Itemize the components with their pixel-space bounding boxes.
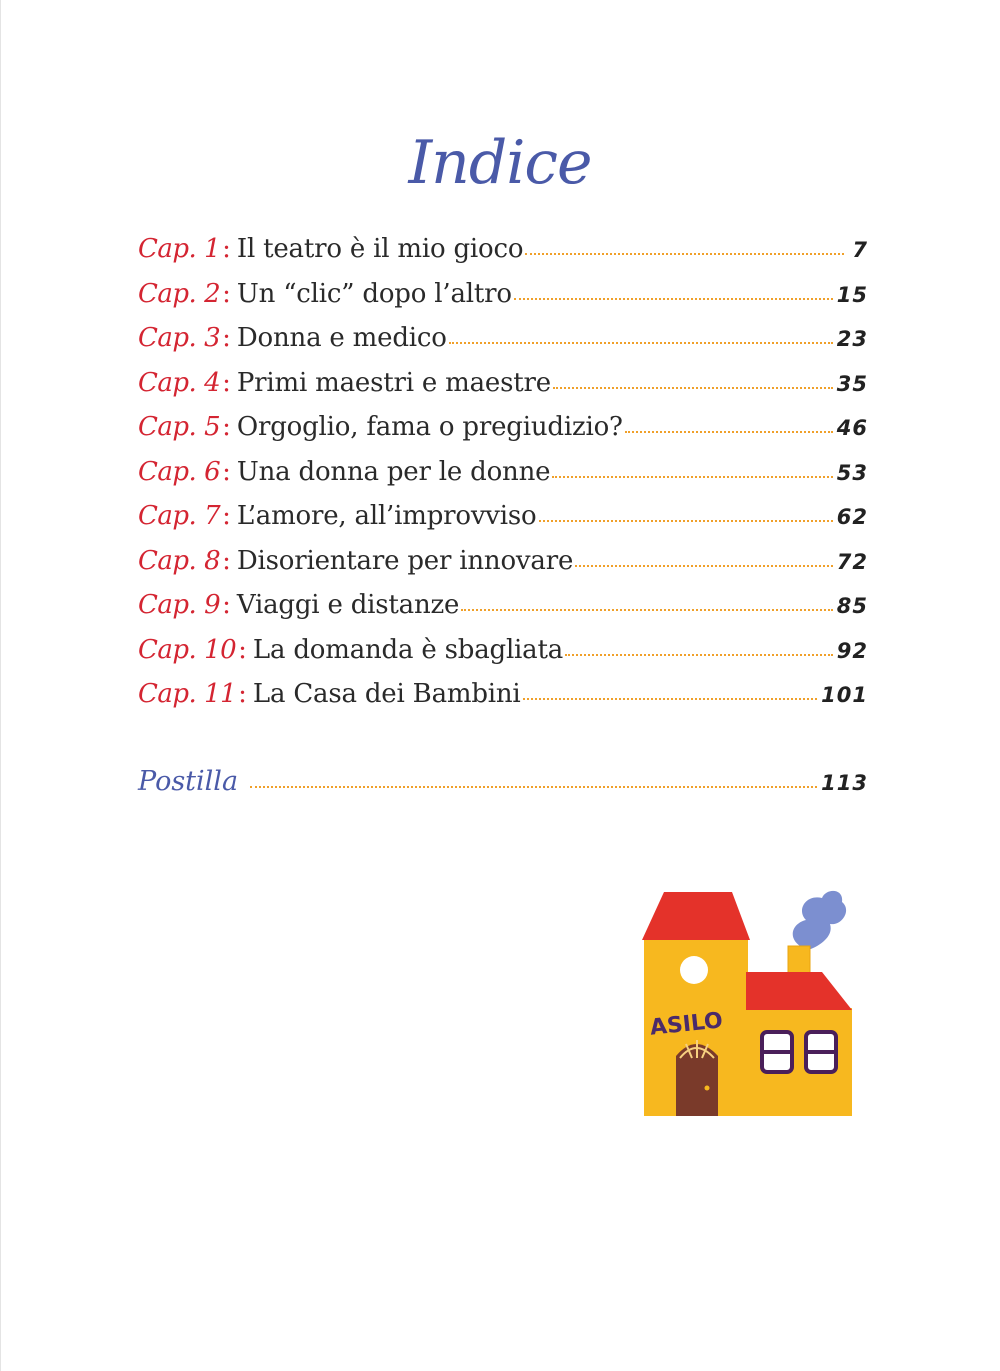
dot-leader bbox=[552, 474, 832, 478]
label-separator: : bbox=[222, 278, 231, 309]
toc-entry[interactable] bbox=[138, 628, 868, 673]
postilla-page-number: 113 bbox=[821, 771, 868, 795]
chapter-number-label: Cap. 1 bbox=[138, 234, 221, 264]
label-separator: : bbox=[222, 590, 231, 620]
chapter-title: Disorientare per innovare bbox=[236, 545, 574, 576]
page-title: Indice bbox=[408, 128, 592, 198]
label-separator: : bbox=[222, 456, 231, 487]
page-number: 15 bbox=[836, 282, 868, 307]
toc-entry[interactable] bbox=[138, 494, 868, 539]
table-of-contents bbox=[138, 227, 868, 717]
toc-entry[interactable] bbox=[138, 361, 868, 406]
asilo-house-illustration bbox=[636, 880, 858, 1120]
label-separator: : bbox=[222, 323, 231, 353]
toc-entry[interactable] bbox=[138, 272, 868, 317]
dot-leader bbox=[523, 696, 818, 700]
label-separator: : bbox=[222, 367, 231, 398]
page-number: 53 bbox=[836, 460, 868, 485]
chapter-title: L’amore, all’improvviso bbox=[236, 501, 537, 531]
chapter-title: La Casa dei Bambini bbox=[252, 679, 521, 709]
chapter-number-label: Cap. 7 bbox=[138, 501, 221, 531]
chapter-number-label: Cap. 3 bbox=[138, 323, 221, 353]
chapter-number-label: Cap. 10 bbox=[138, 634, 237, 665]
round-window bbox=[680, 956, 708, 984]
dot-leader bbox=[525, 251, 844, 255]
dot-leader bbox=[625, 429, 833, 433]
dot-leader bbox=[539, 518, 833, 522]
dot-leader bbox=[575, 563, 833, 567]
page-number: 72 bbox=[836, 549, 868, 574]
toc-entry[interactable] bbox=[138, 450, 868, 495]
chimney-smoke bbox=[793, 891, 846, 950]
page-edge bbox=[0, 0, 1, 1371]
chapter-title: Il teatro è il mio gioco bbox=[236, 234, 524, 264]
postilla-entry[interactable] bbox=[138, 760, 868, 805]
page-number: 101 bbox=[821, 683, 868, 707]
chapter-number-label: Cap. 11 bbox=[138, 679, 237, 709]
chapter-title: Donna e medico bbox=[236, 323, 447, 353]
label-separator: : bbox=[238, 679, 247, 709]
dot-leader bbox=[461, 607, 833, 611]
dot-leader bbox=[565, 652, 833, 656]
toc-entry[interactable] bbox=[138, 316, 868, 361]
chapter-title: Una donna per le donne bbox=[236, 456, 551, 487]
chapter-number-label: Cap. 5 bbox=[138, 412, 221, 442]
chapter-number-label: Cap. 8 bbox=[138, 545, 221, 576]
page-number: 35 bbox=[836, 371, 868, 396]
dot-leader bbox=[553, 385, 833, 389]
dot-leader bbox=[514, 296, 833, 300]
chapter-title: Primi maestri e maestre bbox=[236, 367, 551, 398]
chapter-number-label: Cap. 6 bbox=[138, 456, 221, 487]
chapter-title: La domanda è sbagliata bbox=[252, 634, 564, 665]
toc-entry[interactable] bbox=[138, 405, 868, 450]
chapter-number-label: Cap. 4 bbox=[138, 367, 221, 398]
wing-roof bbox=[746, 972, 852, 1010]
postilla-label: Postilla bbox=[138, 766, 239, 797]
tower-roof bbox=[642, 892, 750, 940]
toc-entry[interactable] bbox=[138, 583, 868, 628]
label-separator: : bbox=[222, 501, 231, 531]
toc-entry[interactable] bbox=[138, 539, 868, 584]
page-number: 46 bbox=[836, 416, 868, 440]
page-number: 7 bbox=[852, 238, 868, 262]
toc-entry[interactable] bbox=[138, 672, 868, 717]
label-separator: : bbox=[222, 545, 231, 576]
chapter-number-label: Cap. 2 bbox=[138, 278, 221, 309]
label-separator: : bbox=[222, 234, 231, 264]
page-number: 23 bbox=[836, 327, 868, 351]
label-separator: : bbox=[222, 412, 231, 442]
toc-entry[interactable] bbox=[138, 227, 868, 272]
page-number: 92 bbox=[836, 638, 868, 663]
page-number: 85 bbox=[836, 594, 868, 618]
dot-leader bbox=[250, 784, 817, 788]
chapter-title: Un “clic” dopo l’altro bbox=[236, 278, 512, 309]
chapter-number-label: Cap. 9 bbox=[138, 590, 221, 620]
chapter-title: Viaggi e distanze bbox=[236, 590, 460, 620]
label-separator: : bbox=[238, 634, 247, 665]
asilo-sign: ASILO bbox=[648, 1008, 725, 1041]
chapter-title: Orgoglio, fama o pregiudizio? bbox=[236, 412, 623, 442]
page-number: 62 bbox=[836, 505, 868, 529]
dot-leader bbox=[449, 340, 833, 344]
door-knob bbox=[705, 1086, 710, 1091]
